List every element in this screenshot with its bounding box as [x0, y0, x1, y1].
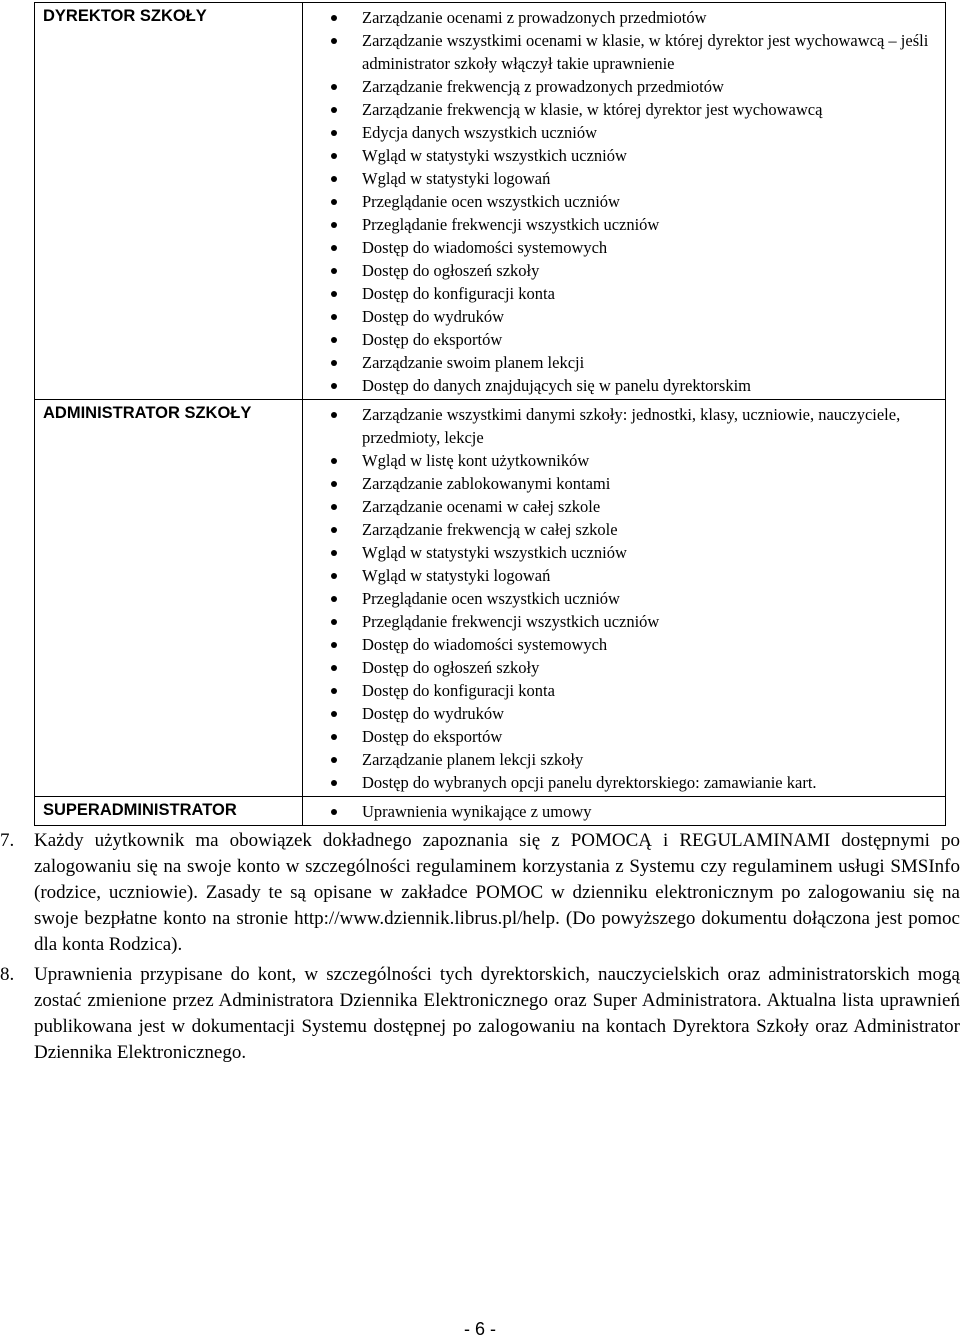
permission-text: Zarządzanie frekwencją w całej szkole	[362, 520, 618, 539]
permission-item	[303, 495, 941, 518]
permission-text: Dostęp do eksportów	[362, 727, 503, 746]
role-name: SUPERADMINISTRATOR	[35, 797, 303, 826]
table-row-school-admin	[35, 400, 946, 797]
paragraph-text: Każdy użytkownik ma obowiązek dokładnego zapoznania się z POMOCĄ i REGULAMINAMI dostępnymi po zalogowaniu się na swoje konto w szczególności regulaminem korzystania z Systemu czy regulaminem usługi SMSInfo (rodzice, uczniowie). Zasady te są opisane w zakładce POMOC w dzienniku elektronicznym po zalogowaniu się na swoje bezpłatne konto na stronie http://www.dziennik.librus.pl/help. (Do powyższego dokumentu dołączona jest pomoc dla konta Rodzica).	[34, 830, 960, 955]
bullet-icon	[331, 550, 337, 556]
bullet-icon	[331, 383, 337, 389]
permission-item	[303, 771, 941, 794]
permission-text: Wgląd w statystyki logowań	[362, 566, 551, 585]
table-row-director	[35, 3, 946, 400]
permission-item	[303, 305, 941, 328]
numbered-paragraph-7	[0, 828, 960, 958]
permission-text: Edycja danych wszystkich uczniów	[362, 123, 598, 142]
permission-text: Dostęp do konfiguracji konta	[362, 284, 555, 303]
numbered-paragraph-8	[0, 962, 960, 1066]
permission-text: Przeglądanie ocen wszystkich uczniów	[362, 192, 620, 211]
permission-item	[303, 328, 941, 351]
permission-text: Dostęp do konfiguracji konta	[362, 681, 555, 700]
permission-item	[303, 800, 941, 823]
role-name: ADMINISTRATOR SZKOŁY	[35, 400, 303, 797]
bullet-icon	[331, 222, 337, 228]
roles-permissions-table	[34, 2, 946, 826]
bullet-icon	[331, 458, 337, 464]
permission-text: Dostęp do ogłoszeń szkoły	[362, 658, 540, 677]
permission-text: Zarządzanie ocenami z prowadzonych przedmiotów	[362, 8, 707, 27]
bullet-icon	[331, 38, 337, 44]
permission-text: Wgląd w statystyki wszystkich uczniów	[362, 543, 627, 562]
permission-item	[303, 472, 941, 495]
permission-item	[303, 656, 941, 679]
permission-text: Zarządzanie swoim planem lekcji	[362, 353, 585, 372]
bullet-icon	[331, 711, 337, 717]
bullet-icon	[331, 688, 337, 694]
role-name: DYREKTOR SZKOŁY	[35, 3, 303, 400]
permission-text: Zarządzanie frekwencją z prowadzonych przedmiotów	[362, 77, 724, 96]
permission-item	[303, 213, 941, 236]
permission-item	[303, 610, 941, 633]
permissions-list	[303, 800, 941, 823]
permission-text: Dostęp do eksportów	[362, 330, 503, 349]
bullet-icon	[331, 504, 337, 510]
permission-item	[303, 29, 941, 75]
permission-text: Dostęp do wydruków	[362, 307, 505, 326]
paragraph-number: 7.	[0, 830, 15, 851]
bullet-icon	[331, 337, 337, 343]
permission-text: Zarządzanie planem lekcji szkoły	[362, 750, 584, 769]
bullet-icon	[331, 199, 337, 205]
permission-item	[303, 748, 941, 771]
permission-item	[303, 121, 941, 144]
permission-item	[303, 75, 941, 98]
permission-text: Przeglądanie frekwencji wszystkich uczniów	[362, 215, 660, 234]
bullet-icon	[331, 757, 337, 763]
bullet-icon	[331, 481, 337, 487]
bullet-icon	[331, 642, 337, 648]
permission-item	[303, 98, 941, 121]
permission-item	[303, 282, 941, 305]
bullet-icon	[331, 619, 337, 625]
bullet-icon	[331, 291, 337, 297]
permission-text: Dostęp do wiadomości systemowych	[362, 635, 608, 654]
paragraph-number: 8.	[0, 964, 15, 985]
permissions-list	[303, 403, 941, 794]
permission-item	[303, 587, 941, 610]
numbered-paragraphs	[0, 828, 960, 1066]
bullet-icon	[331, 176, 337, 182]
permission-item	[303, 633, 941, 656]
bullet-icon	[331, 527, 337, 533]
permission-item	[303, 518, 941, 541]
permission-text: Uprawnienia wynikające z umowy	[362, 802, 592, 821]
table-row-superadmin	[35, 797, 946, 826]
permission-text: Zarządzanie frekwencją w klasie, w której dyrektor jest wychowawcą	[362, 100, 823, 119]
permission-item	[303, 564, 941, 587]
permission-item	[303, 351, 941, 374]
permission-text: Dostęp do wybranych opcji panelu dyrektorskiego: zamawianie kart.	[362, 773, 817, 792]
permission-item	[303, 190, 941, 213]
permission-item	[303, 167, 941, 190]
bullet-icon	[331, 268, 337, 274]
permission-item	[303, 374, 941, 397]
bullet-icon	[331, 412, 337, 418]
permission-text: Przeglądanie ocen wszystkich uczniów	[362, 589, 620, 608]
permission-text: Przeglądanie frekwencji wszystkich uczniów	[362, 612, 660, 631]
bullet-icon	[331, 780, 337, 786]
permission-item	[303, 236, 941, 259]
bullet-icon	[331, 573, 337, 579]
permission-item	[303, 725, 941, 748]
permission-text: Zarządzanie ocenami w całej szkole	[362, 497, 601, 516]
bullet-icon	[331, 84, 337, 90]
bullet-icon	[331, 314, 337, 320]
permission-text: Dostęp do wydruków	[362, 704, 505, 723]
permission-item	[303, 449, 941, 472]
permission-text: Dostęp do danych znajdujących się w panelu dyrektorskim	[362, 376, 752, 395]
page-number: - 6 -	[463, 1319, 496, 1339]
permission-text: Dostęp do ogłoszeń szkoły	[362, 261, 540, 280]
bullet-icon	[331, 596, 337, 602]
bullet-icon	[331, 107, 337, 113]
permission-item	[303, 702, 941, 725]
permission-text: Zarządzanie zablokowanymi kontami	[362, 474, 611, 493]
permission-text: Wgląd w listę kont użytkowników	[362, 451, 590, 470]
bullet-icon	[331, 360, 337, 366]
bullet-icon	[331, 734, 337, 740]
paragraph-text: Uprawnienia przypisane do kont, w szczególności tych dyrektorskich, nauczycielskich oraz administratorskich mogą zostać zmienione przez Administratora Dziennika Elektronicznego oraz Super Administratora. Aktualna lista uprawnień publikowana jest w dokumentacji Systemu dostępnej po zalogowaniu na kontach Dyrektora Szkoły oraz Administrator Dziennika Elektronicznego.	[34, 964, 960, 1063]
bullet-icon	[331, 665, 337, 671]
permissions-list	[303, 6, 941, 397]
bullet-icon	[331, 153, 337, 159]
permission-item	[303, 541, 941, 564]
bullet-icon	[331, 15, 337, 21]
permission-item	[303, 259, 941, 282]
permission-text: Zarządzanie wszystkimi danymi szkoły: jednostki, klasy, uczniowie, nauczyciele, przedmioty, lekcje	[362, 405, 901, 447]
permission-text: Dostęp do wiadomości systemowych	[362, 238, 608, 257]
permission-text: Wgląd w statystyki logowań	[362, 169, 551, 188]
permission-item	[303, 403, 941, 449]
permission-item	[303, 6, 941, 29]
permission-text: Wgląd w statystyki wszystkich uczniów	[362, 146, 627, 165]
bullet-icon	[331, 809, 337, 815]
bullet-icon	[331, 245, 337, 251]
permission-item	[303, 679, 941, 702]
permission-text: Zarządzanie wszystkimi ocenami w klasie, w której dyrektor jest wychowawcą – jeśli administrator szkoły włączył takie uprawnienie	[362, 31, 929, 73]
bullet-icon	[331, 130, 337, 136]
permission-item	[303, 144, 941, 167]
